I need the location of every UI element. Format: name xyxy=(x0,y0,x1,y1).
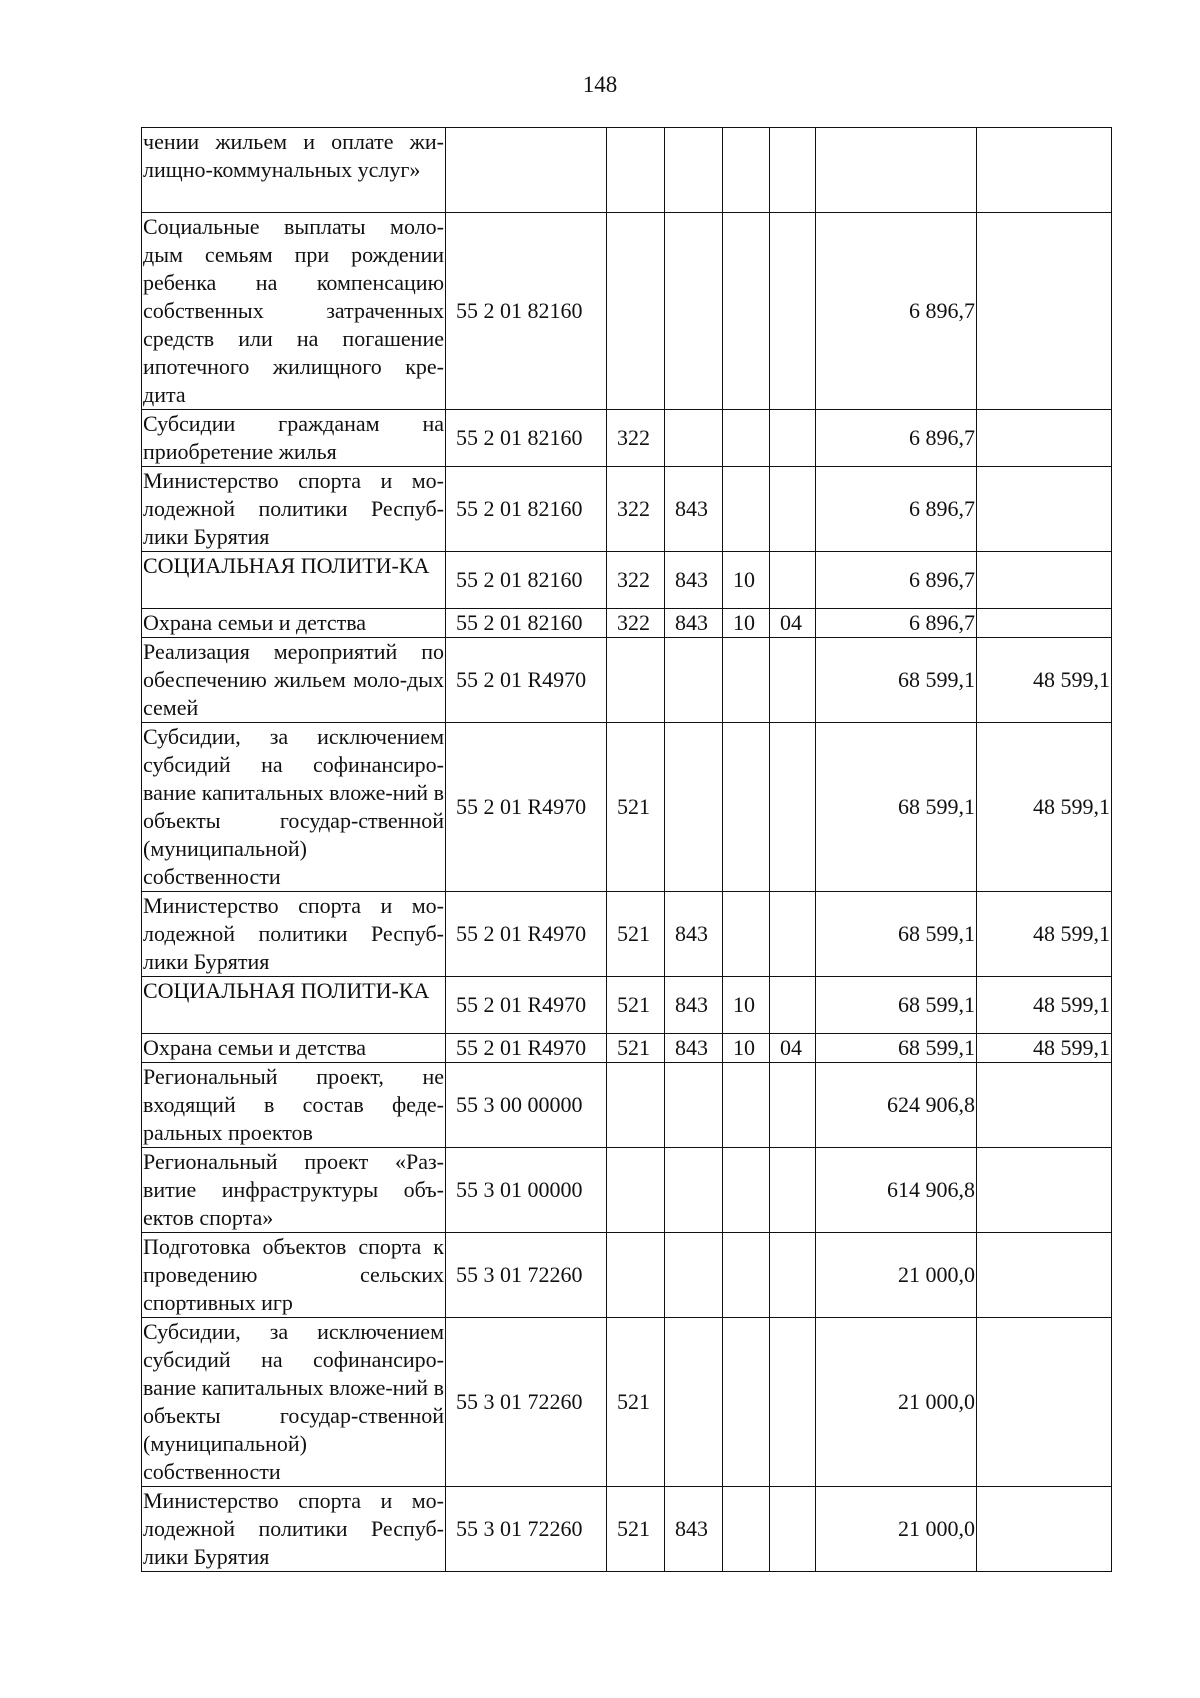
row-grbs-cell: 843 xyxy=(665,467,723,552)
row-vr-cell: 521 xyxy=(607,1487,665,1572)
row-name-cell: Субсидии, за исключением субсидий на софинансиро-вание капитальных вложе-ний в объекты государ-ственной (муниципальной) собственности xyxy=(142,1318,446,1487)
row-rz-cell xyxy=(723,723,770,892)
row-name-cell: чении жильем и оплате жи-лищно-коммунальных услуг» xyxy=(142,128,446,213)
row-name-cell: Социальные выплаты моло-дым семьям при рождении ребенка на компенсацию собственных затраченных средств или на погашение ипотечного жилищного кре-дита xyxy=(142,213,446,410)
table-row xyxy=(142,1063,1112,1148)
row-pr-cell xyxy=(770,977,816,1034)
row-sum1-cell: 6 896,7 xyxy=(816,609,977,638)
row-csr-cell: 55 3 00 00000 xyxy=(446,1063,607,1148)
row-sum1-cell: 21 000,0 xyxy=(816,1233,977,1318)
row-csr-cell: 55 2 01 R4970 xyxy=(446,977,607,1034)
row-vr-cell xyxy=(607,128,665,213)
row-rz-cell xyxy=(723,1233,770,1318)
row-sum2-cell xyxy=(977,1148,1112,1233)
row-name-cell: Охрана семьи и детства xyxy=(142,609,446,638)
table-row xyxy=(142,552,1112,609)
row-grbs-cell: 843 xyxy=(665,1034,723,1063)
row-sum1-cell: 68 599,1 xyxy=(816,977,977,1034)
row-vr-cell: 521 xyxy=(607,892,665,977)
row-pr-cell xyxy=(770,723,816,892)
row-pr-cell xyxy=(770,1487,816,1572)
row-csr-cell: 55 2 01 R4970 xyxy=(446,1034,607,1063)
table-body xyxy=(142,128,1112,1572)
page-number: 148 xyxy=(582,72,618,97)
row-vr-cell: 521 xyxy=(607,1318,665,1487)
row-rz-cell xyxy=(723,128,770,213)
row-pr-cell xyxy=(770,1318,816,1487)
row-sum1-cell: 614 906,8 xyxy=(816,1148,977,1233)
row-csr-cell: 55 2 01 82160 xyxy=(446,213,607,410)
table-row xyxy=(142,609,1112,638)
row-grbs-cell xyxy=(665,723,723,892)
row-sum2-cell xyxy=(977,467,1112,552)
row-csr-cell: 55 2 01 R4970 xyxy=(446,638,607,723)
row-pr-cell: 04 xyxy=(770,609,816,638)
table-row xyxy=(142,128,1112,213)
row-rz-cell: 10 xyxy=(723,977,770,1034)
row-rz-cell: 10 xyxy=(723,609,770,638)
row-grbs-cell xyxy=(665,1063,723,1148)
row-csr-cell: 55 2 01 R4970 xyxy=(446,892,607,977)
row-sum2-cell xyxy=(977,552,1112,609)
row-rz-cell xyxy=(723,1487,770,1572)
row-rz-cell xyxy=(723,213,770,410)
row-csr-cell: 55 2 01 82160 xyxy=(446,609,607,638)
row-rz-cell xyxy=(723,1063,770,1148)
budget-table xyxy=(141,127,1112,1572)
row-sum2-cell xyxy=(977,213,1112,410)
row-csr-cell: 55 3 01 00000 xyxy=(446,1148,607,1233)
row-name-cell: Субсидии гражданам на приобретение жилья xyxy=(142,410,446,467)
row-sum1-cell: 68 599,1 xyxy=(816,892,977,977)
row-sum1-cell: 68 599,1 xyxy=(816,723,977,892)
row-sum1-cell: 6 896,7 xyxy=(816,552,977,609)
row-name-cell: СОЦИАЛЬНАЯ ПОЛИТИ-КА xyxy=(142,552,446,609)
row-csr-cell: 55 2 01 R4970 xyxy=(446,723,607,892)
row-grbs-cell xyxy=(665,1318,723,1487)
row-sum1-cell: 6 896,7 xyxy=(816,213,977,410)
row-rz-cell xyxy=(723,892,770,977)
row-vr-cell: 322 xyxy=(607,609,665,638)
row-name-cell: Региональный проект «Раз-витие инфраструктуры объ-ектов спорта» xyxy=(142,1148,446,1233)
row-csr-cell: 55 3 01 72260 xyxy=(446,1318,607,1487)
table-row xyxy=(142,1233,1112,1318)
table-row xyxy=(142,638,1112,723)
row-grbs-cell: 843 xyxy=(665,892,723,977)
row-name-cell: Региональный проект, не входящий в состав феде-ральных проектов xyxy=(142,1063,446,1148)
row-sum2-cell: 48 599,1 xyxy=(977,723,1112,892)
row-grbs-cell xyxy=(665,638,723,723)
row-vr-cell xyxy=(607,638,665,723)
row-grbs-cell: 843 xyxy=(665,552,723,609)
row-csr-cell xyxy=(446,128,607,213)
table-row xyxy=(142,1034,1112,1063)
row-grbs-cell: 843 xyxy=(665,1487,723,1572)
row-pr-cell xyxy=(770,1148,816,1233)
row-rz-cell xyxy=(723,1148,770,1233)
row-vr-cell xyxy=(607,213,665,410)
row-sum1-cell: 6 896,7 xyxy=(816,410,977,467)
row-grbs-cell xyxy=(665,1148,723,1233)
table-row xyxy=(142,1318,1112,1487)
row-rz-cell xyxy=(723,1318,770,1487)
row-pr-cell xyxy=(770,892,816,977)
row-grbs-cell xyxy=(665,410,723,467)
row-grbs-cell xyxy=(665,128,723,213)
row-sum2-cell xyxy=(977,128,1112,213)
row-grbs-cell: 843 xyxy=(665,609,723,638)
row-sum2-cell xyxy=(977,410,1112,467)
row-sum2-cell xyxy=(977,1487,1112,1572)
row-rz-cell: 10 xyxy=(723,1034,770,1063)
row-grbs-cell xyxy=(665,213,723,410)
row-name-cell: Министерство спорта и мо-лодежной политики Респуб-лики Бурятия xyxy=(142,892,446,977)
row-sum1-cell: 68 599,1 xyxy=(816,1034,977,1063)
row-sum1-cell: 624 906,8 xyxy=(816,1063,977,1148)
row-pr-cell xyxy=(770,467,816,552)
table-row xyxy=(142,1487,1112,1572)
table-row xyxy=(142,410,1112,467)
table-row xyxy=(142,892,1112,977)
row-csr-cell: 55 3 01 72260 xyxy=(446,1487,607,1572)
row-csr-cell: 55 2 01 82160 xyxy=(446,410,607,467)
row-rz-cell xyxy=(723,638,770,723)
row-name-cell: Реализация мероприятий по обеспечению жильем моло-дых семей xyxy=(142,638,446,723)
row-rz-cell: 10 xyxy=(723,552,770,609)
row-pr-cell xyxy=(770,1063,816,1148)
row-rz-cell xyxy=(723,467,770,552)
row-pr-cell xyxy=(770,128,816,213)
row-sum2-cell xyxy=(977,1233,1112,1318)
row-pr-cell xyxy=(770,410,816,467)
row-sum2-cell: 48 599,1 xyxy=(977,892,1112,977)
row-vr-cell xyxy=(607,1233,665,1318)
row-pr-cell xyxy=(770,1233,816,1318)
row-vr-cell: 322 xyxy=(607,467,665,552)
row-vr-cell: 322 xyxy=(607,410,665,467)
row-name-cell: СОЦИАЛЬНАЯ ПОЛИТИ-КА xyxy=(142,977,446,1034)
row-vr-cell: 521 xyxy=(607,1034,665,1063)
row-vr-cell xyxy=(607,1063,665,1148)
row-sum2-cell xyxy=(977,1318,1112,1487)
row-vr-cell xyxy=(607,1148,665,1233)
row-sum2-cell: 48 599,1 xyxy=(977,977,1112,1034)
row-rz-cell xyxy=(723,410,770,467)
row-name-cell: Министерство спорта и мо-лодежной политики Респуб-лики Бурятия xyxy=(142,467,446,552)
row-pr-cell xyxy=(770,552,816,609)
table-row xyxy=(142,1148,1112,1233)
row-csr-cell: 55 2 01 82160 xyxy=(446,552,607,609)
row-sum2-cell: 48 599,1 xyxy=(977,1034,1112,1063)
row-pr-cell xyxy=(770,213,816,410)
row-grbs-cell: 843 xyxy=(665,977,723,1034)
row-vr-cell: 521 xyxy=(607,977,665,1034)
row-csr-cell: 55 2 01 82160 xyxy=(446,467,607,552)
row-sum1-cell: 21 000,0 xyxy=(816,1487,977,1572)
table-row xyxy=(142,467,1112,552)
row-name-cell: Субсидии, за исключением субсидий на софинансиро-вание капитальных вложе-ний в объекты государ-ственной (муниципальной) собственности xyxy=(142,723,446,892)
row-sum1-cell xyxy=(816,128,977,213)
row-sum2-cell xyxy=(977,1063,1112,1148)
row-pr-cell: 04 xyxy=(770,1034,816,1063)
row-vr-cell: 322 xyxy=(607,552,665,609)
row-csr-cell: 55 3 01 72260 xyxy=(446,1233,607,1318)
row-name-cell: Охрана семьи и детства xyxy=(142,1034,446,1063)
row-sum2-cell: 48 599,1 xyxy=(977,638,1112,723)
row-sum1-cell: 68 599,1 xyxy=(816,638,977,723)
row-grbs-cell xyxy=(665,1233,723,1318)
row-sum2-cell xyxy=(977,609,1112,638)
row-sum1-cell: 6 896,7 xyxy=(816,467,977,552)
row-pr-cell xyxy=(770,638,816,723)
table-row xyxy=(142,213,1112,410)
row-name-cell: Подготовка объектов спорта к проведению сельских спортивных игр xyxy=(142,1233,446,1318)
table-row xyxy=(142,977,1112,1034)
table-row xyxy=(142,723,1112,892)
row-name-cell: Министерство спорта и мо-лодежной политики Респуб-лики Бурятия xyxy=(142,1487,446,1572)
row-vr-cell: 521 xyxy=(607,723,665,892)
row-sum1-cell: 21 000,0 xyxy=(816,1318,977,1487)
